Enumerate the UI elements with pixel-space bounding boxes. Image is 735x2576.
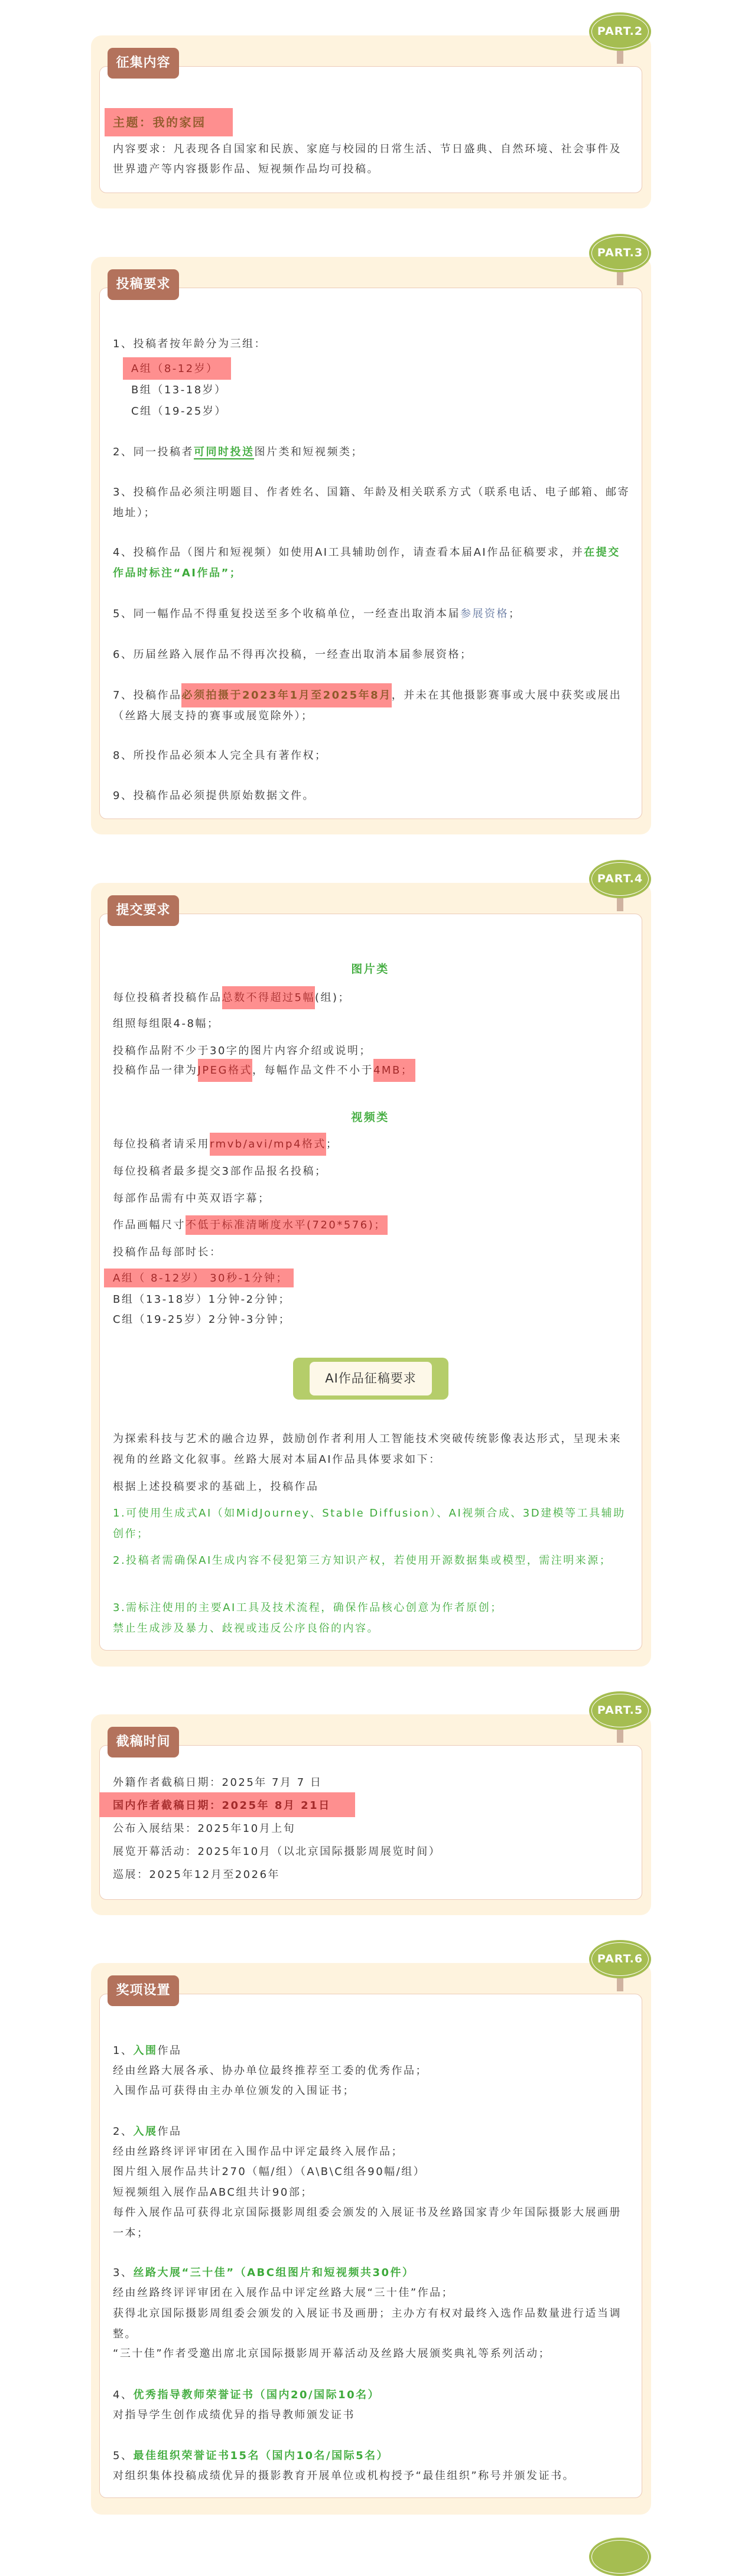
num: 4、 [113,2389,134,2401]
video-rule-1 [113,1134,632,1155]
badge-stem [617,272,623,285]
award-4-line: 对指导学生创作成绩优异的指导教师颁发证书 [113,2409,355,2421]
ai-requirements-label: AI作品征稿要求 [310,1362,432,1395]
text: 图片类和短视频类； [254,446,363,458]
foreign-deadline: 外籍作者截稿日期：2025年 7月 7 日 [113,1776,323,1789]
age-group-a: A组（8-12岁） [131,363,219,375]
text: ； [326,1138,339,1150]
section-title: 截稿时间 [108,1727,179,1757]
text: 5、同一幅作品不得重复投送至多个收稿单位，一经查出取消本届 [113,608,460,620]
age-group-b: B组（13-18岁） [131,384,227,396]
badge-stem [617,1730,623,1743]
duration-c: C组（19-25岁）2分钟-3分钟； [113,1313,291,1326]
content-requirement: 内容要求：凡表现各自国家和民族、家庭与校园的日常生活、节日盛典、自然环境、社会事件及世界遗产等内容摄影作品、短视频作品均可投稿。 [113,143,622,175]
text: 投稿作品一律为 [113,1064,198,1077]
section-title: 征集内容 [108,48,179,79]
duration-b: B组（13-18岁）1分钟-2分钟； [113,1293,291,1306]
award-name: 入展 [133,2125,158,2138]
num: 5、 [113,2450,134,2462]
rule-1: 1、投稿者按年龄分为三组： [113,338,266,350]
next-part-badge [589,2538,651,2576]
eligibility-link[interactable]: 参展资格 [460,608,509,620]
highlight: JPEG格式 [198,1059,252,1082]
photo-rule-1 [113,987,632,1008]
text: (组)； [314,992,350,1004]
part-badge: PART.5 [589,1691,651,1730]
rule-8: 8、所投作品必须本人完全具有著作权； [113,749,327,762]
rule-5 [113,604,632,624]
num: 2、 [113,2125,134,2138]
text: ； [508,608,521,620]
highlight: 4MB； [373,1059,415,1082]
text: 4、投稿作品（图片和短视频）如使用AI工具辅助创作，请查看本届AI作品征稿要求，并 [113,546,584,559]
text: 每位投稿者请采用 [113,1138,210,1150]
rule-6: 6、历届丝路入展作品不得再次投稿，一经查出取消本届参展资格； [113,648,473,661]
topic: 主题：我的家园 [113,115,206,129]
award-name: 优秀指导教师荣誉证书（国内20/国际10名） [133,2389,380,2401]
section-title: 投稿要求 [108,269,179,300]
ai-rule-2: 2.投稿者需确保AI生成内容不侵犯第三方知识产权，若使用开源数据集或模型，需注明来源； [113,1554,612,1567]
award-5-line: 对组织集体投稿成绩优异的摄影教育开展单位或机构授予“最佳组织”称号并颁发证书。 [113,2470,575,2482]
emphasis: 在提交作品时标注“AI作品”； [113,546,620,579]
text: 作品画幅尺寸 [113,1219,186,1231]
award-name: 丝路大展“三十佳”（ABC组图片和短视频共30件） [133,2267,415,2279]
text: ，每幅作品文件不小于 [252,1064,373,1077]
photo-heading: 图片类 [351,963,389,976]
award-name: 入围 [133,2045,158,2057]
section-title: 奖项设置 [108,1975,179,2006]
age-group-c: C组（19-25岁） [131,405,227,418]
text: 作品 [157,2125,182,2138]
award-2-line: 经由丝路终评评审团在入围作品中评定最终入展作品； [113,2145,404,2158]
photo-rule-2: 组照每组限4-8幅； [113,1018,220,1030]
video-rule-4 [113,1215,632,1235]
tour-date: 巡展：2025年12月至2026年 [113,1869,281,1881]
part-badge: PART.3 [589,234,651,272]
award-2-line: 图片组入展作品共计270（幅/组）（A\B\C组各90幅/组） [113,2166,426,2178]
video-rule-2: 每位投稿者最多提交3部作品报名投稿； [113,1165,327,1178]
rule-4 [113,542,632,583]
rule-9: 9、投稿作品必须提供原始数据文件。 [113,790,315,802]
duration-a: A组（ 8-12岁） 30秒-1分钟； [113,1272,288,1284]
video-rule-5: 投稿作品每部时长： [113,1246,222,1258]
text: 2、同一投稿者 [113,446,194,458]
text: ，并未在其他摄影赛事或大展中获奖或展出（丝路大展支持的赛事或展览除外）； [113,689,622,722]
award-3-line: 获得北京国际摄影周组委会颁发的入展证书及画册；主办方有权对最终入选作品数量进行适当调整。 [113,2307,622,2340]
rule-3: 3、投稿作品必须注明题目、作者姓名、国籍、年龄及相关联系方式（联系电话、电子邮箱、邮寄地址）； [113,486,630,519]
ai-rule-1: 1.可使用生成式AI（如MidJourney、Stable Diffusion）、AI视频合成、3D建模等工具辅助创作； [113,1507,626,1540]
emphasis: 可同时投送 [193,446,255,458]
rule-2 [113,442,632,462]
ai-rule-4: 禁止生成涉及暴力、歧视或违反公序良俗的内容。 [113,1622,379,1635]
domestic-deadline: 国内作者截稿日期：2025年 8月 21日 [113,1799,331,1812]
award-3-line: “三十佳”作者受邀出席北京国际摄影周开幕活动及丝路大展颁奖典礼等系列活动； [113,2347,551,2360]
section-title: 提交要求 [108,895,179,926]
highlight: rmvb/avi/mp4格式 [210,1133,326,1156]
opening-date: 展览开幕活动：2025年10月（以北京国际摄影周展览时间） [113,1845,441,1858]
num: 1、 [113,2045,134,2057]
video-heading: 视频类 [351,1111,389,1124]
badge-stem [617,51,623,64]
award-2-line: 短视频组入展作品ABC组共计90部； [113,2186,313,2199]
video-rule-3: 每部作品需有中英双语字幕； [113,1192,271,1205]
award-3-line: 经由丝路终评评审团在入展作品中评定丝路大展“三十佳”作品； [113,2287,454,2299]
part-badge: PART.2 [589,12,651,51]
award-2-line: 每件入展作品可获得北京国际摄影周组委会颁发的入展证书及丝路国家青少年国际摄影大展画册一本； [113,2206,622,2239]
part-badge: PART.6 [589,1940,651,1978]
award-4-heading [113,2385,632,2405]
part-badge: PART.4 [589,860,651,898]
rule-7 [113,685,632,726]
ai-rule-3: 3.需标注使用的主要AI工具及技术流程，确保作品核心创意为作者原创； [113,1602,503,1614]
highlight: 总数不得超过5幅 [222,986,315,1009]
ai-basis: 根据上述投稿要求的基础上，投稿作品 [113,1481,319,1493]
date-highlight: 必须拍摄于2023年1月至2025年8月 [181,683,391,707]
text: 作品 [157,2045,182,2057]
photo-rule-3: 投稿作品附不少于30字的图片内容介绍或说明； [113,1045,372,1057]
award-1-heading [113,2040,632,2061]
badge-stem [617,898,623,911]
ai-intro: 为探索科技与艺术的融合边界，鼓励创作者利用人工智能技术突破传统影像表达形式，呈现未来视角的丝路文化叙事。丝路大展对本届AI作品具体要求如下： [113,1433,622,1466]
results-date: 公布入展结果：2025年10月上旬 [113,1822,296,1835]
badge-stem [617,1978,623,1991]
ai-requirements-banner [293,1358,448,1400]
award-1-line: 经由丝路大展各承、协办单位最终推荐至工委的优秀作品； [113,2065,428,2077]
photo-rule-4 [113,1060,632,1081]
award-3-heading [113,2262,632,2283]
award-1-line: 入围作品可获得由主办单位颁发的入围证书； [113,2085,355,2097]
num: 3、 [113,2267,134,2279]
text: 7、投稿作品 [113,689,182,702]
award-2-heading [113,2121,632,2142]
award-name: 最佳组织荣誉证书15名（国内10名/国际5名） [133,2450,389,2462]
text: 每位投稿者投稿作品 [113,992,222,1004]
award-5-heading [113,2445,632,2466]
highlight: 不低于标准清晰度水平(720*576)； [186,1215,388,1235]
